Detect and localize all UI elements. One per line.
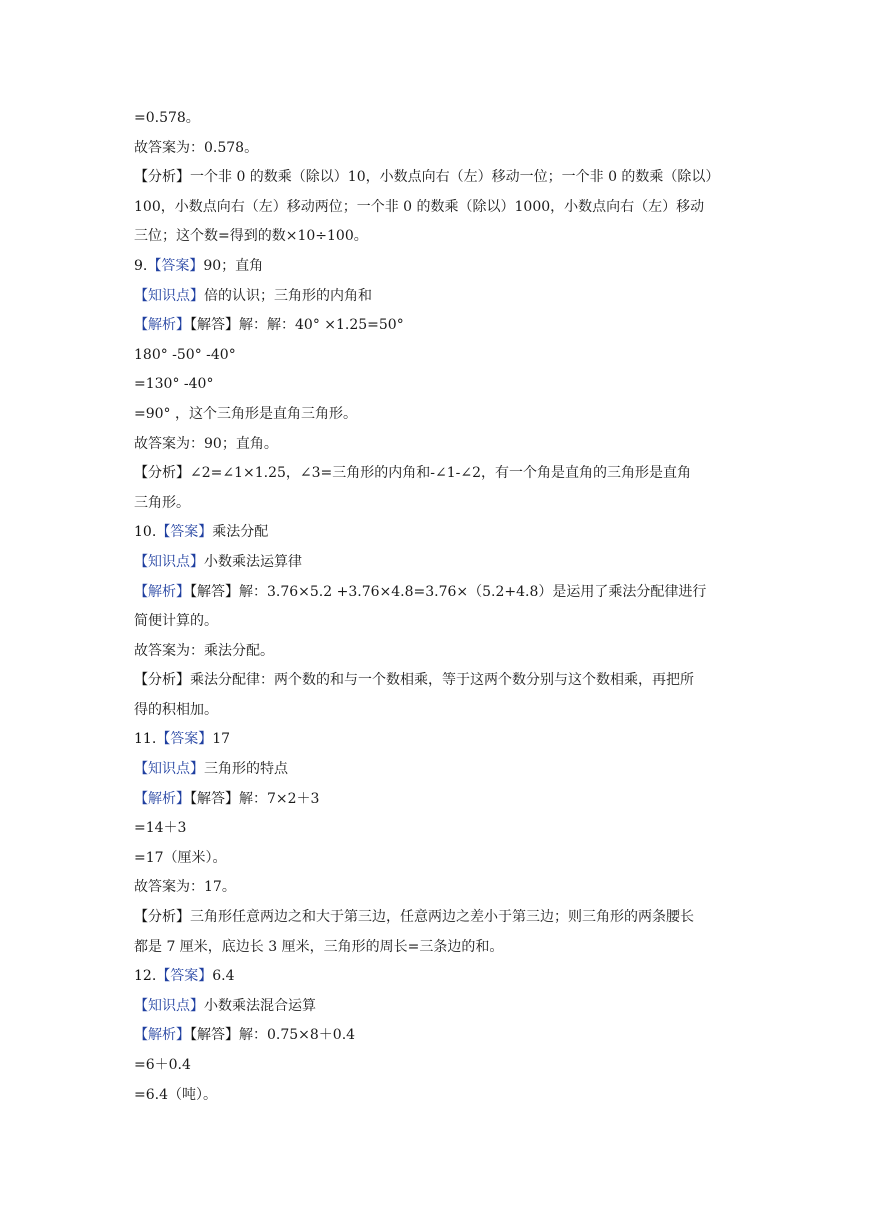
section-tag: 【知识点】 [134, 553, 204, 570]
line-text: 180° -50° -40° [134, 346, 236, 363]
text-line [134, 134, 740, 164]
line-text: 解：7×2＋3 [239, 790, 320, 807]
line-text: 乘法分配律：两个数的和与一个数相乘，等于这两个数分别与这个数相乘，再把所 [190, 672, 694, 689]
line-text: 故答案为：乘法分配。 [134, 642, 274, 659]
line-text: 6.4 [212, 968, 235, 985]
text-line [134, 222, 740, 252]
line-text: =130° -40° [134, 376, 214, 393]
line-text: 乘法分配 [212, 524, 269, 541]
line-text: 得的积相加。 [134, 701, 218, 718]
line-text: ∠2=∠1×1.25，∠3=三角形的内角和-∠1-∠2，有一个角是直角的三角形是直角 [190, 465, 692, 482]
section-tag: 【解析】 [134, 317, 190, 334]
line-text: 解：0.75×8＋0.4 [239, 1027, 356, 1044]
text-line [134, 400, 740, 430]
line-text: =0.578。 [134, 110, 200, 126]
text-line [134, 637, 740, 667]
line-text: 三角形。 [134, 494, 190, 511]
text-line [134, 311, 740, 341]
text-line [134, 430, 740, 460]
section-tag: 【分析】 [134, 465, 190, 482]
text-line [134, 873, 740, 903]
text-line [134, 1081, 740, 1111]
section-tag: 【分析】 [134, 672, 190, 689]
section-tag: 【答案】 [147, 257, 204, 274]
line-text: =14＋3 [134, 820, 187, 837]
section-tag: 【分析】 [134, 909, 190, 926]
line-text: =6＋0.4 [134, 1057, 191, 1073]
text-line [134, 370, 740, 400]
line-text: =17（厘米）。 [134, 849, 227, 866]
question-number: 12. [134, 968, 157, 985]
text-line [134, 518, 740, 548]
section-tag: 【解析】 [134, 1027, 190, 1044]
text-line [134, 844, 740, 874]
line-text: 解：解：40° ×1.25=50° [239, 317, 404, 334]
text-line [134, 1021, 740, 1051]
line-text: 三位；这个数=得到的数×10÷100。 [134, 228, 368, 245]
line-text: 17 [212, 731, 231, 748]
section-subtag: 【解答】 [190, 583, 239, 600]
section-tag: 【答案】 [156, 968, 213, 985]
text-line [134, 903, 740, 933]
line-text: 100，小数点向右（左）移动两位；一个非 0 的数乘（除以）1000，小数点向右（左）移动 [134, 198, 705, 215]
text-line [134, 933, 740, 963]
text-line [134, 814, 740, 844]
text-line [134, 992, 740, 1022]
text-line [134, 666, 740, 696]
line-text: 简便计算的。 [134, 613, 218, 630]
question-number: 11. [134, 731, 157, 748]
text-line [134, 193, 740, 223]
text-line [134, 459, 740, 489]
line-text: 都是 7 厘米，底边长 3 厘米，三角形的周长=三条边的和。 [134, 938, 504, 955]
section-tag: 【知识点】 [134, 761, 204, 778]
text-line [134, 548, 740, 578]
text-line [134, 696, 740, 726]
line-text: 解：3.76×5.2 +3.76×4.8=3.76×（5.2+4.8）是运用了乘法分配律进行 [239, 583, 707, 600]
line-text: 故答案为：90；直角。 [134, 435, 278, 452]
text-line [134, 578, 740, 608]
section-tag: 【答案】 [156, 731, 213, 748]
question-number: 9. [134, 257, 148, 274]
line-text: 三角形的特点 [204, 761, 288, 778]
line-text: 一个非 0 的数乘（除以）10，小数点向右（左）移动一位；一个非 0 的数乘（除以） [190, 169, 720, 186]
section-tag: 【答案】 [156, 524, 213, 541]
section-subtag: 【解答】 [190, 1027, 239, 1044]
text-line [134, 282, 740, 312]
section-subtag: 【解答】 [190, 317, 239, 334]
text-line [134, 785, 740, 815]
line-text: 倍的认识；三角形的内角和 [204, 287, 372, 304]
line-text: =6.4（吨）。 [134, 1086, 217, 1103]
line-text: 90；直角 [203, 257, 264, 274]
line-text: 故答案为：0.578。 [134, 139, 259, 156]
section-tag: 【知识点】 [134, 997, 204, 1014]
line-text: 三角形任意两边之和大于第三边，任意两边之差小于第三边；则三角形的两条腰长 [190, 909, 694, 926]
text-line [134, 1051, 740, 1081]
section-tag: 【分析】 [134, 169, 190, 186]
text-line [134, 755, 740, 785]
text-line [134, 252, 740, 282]
line-text: 故答案为：17。 [134, 879, 236, 896]
section-tag: 【解析】 [134, 583, 190, 600]
line-text: 小数乘法运算律 [204, 553, 302, 570]
section-tag: 【解析】 [134, 790, 190, 807]
line-text: 小数乘法混合运算 [204, 997, 316, 1014]
text-line [134, 607, 740, 637]
question-number: 10. [134, 524, 157, 541]
line-text: =90° ，这个三角形是直角三角形。 [134, 405, 357, 422]
text-line [134, 725, 740, 755]
text-line [134, 962, 740, 992]
text-line [134, 341, 740, 371]
section-subtag: 【解答】 [190, 790, 239, 807]
answer-text-body [134, 104, 740, 1110]
text-line [134, 489, 740, 519]
section-tag: 【知识点】 [134, 287, 204, 304]
text-line [134, 163, 740, 193]
text-line [134, 104, 740, 134]
